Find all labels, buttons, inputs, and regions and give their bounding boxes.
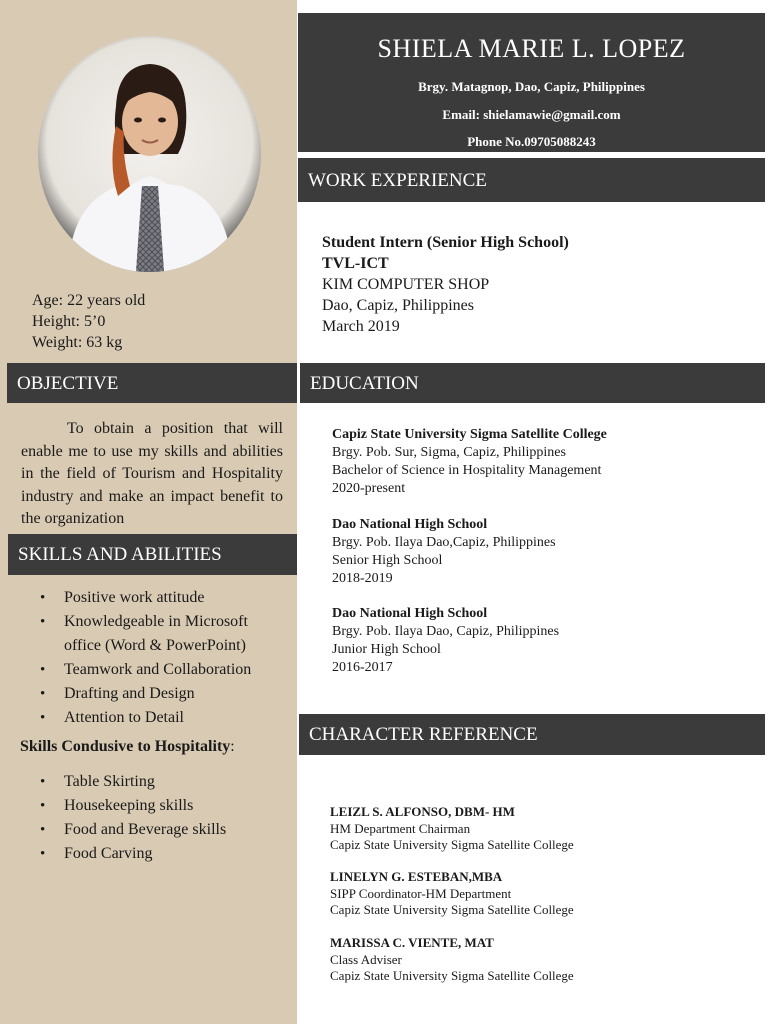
education-heading: EDUCATION [300,363,765,403]
school-name: Dao National High School [332,517,488,532]
hospitality-heading-colon: : [230,738,235,755]
reference-org: Capiz State University Sigma Satellite College [330,968,574,983]
personal-info [32,290,145,353]
list-item: • Food and Beverage skills [18,818,288,842]
list-item: • Positive work attitude [18,586,288,610]
school-program: Senior High School [332,553,443,568]
school-years: 2018-2019 [332,571,393,586]
address-text: Brgy. Matagnop, Dao, Capiz, Philippines [418,79,645,94]
list-item: • Teamwork and Collaboration [18,658,288,682]
applicant-name: SHIELA MARIE L. LOPEZ [377,34,686,63]
list-item: • Table Skirting [18,770,288,794]
height-text: Height: 5’0 [32,313,106,330]
work-entry [322,232,569,337]
profile-photo [38,36,261,272]
work-location: Dao, Capiz, Philippines [322,297,474,314]
work-heading: WORK EXPERIENCE [298,158,765,202]
reference-name: MARISSA C. VIENTE, MAT [330,935,494,950]
reference-org: Capiz State University Sigma Satellite College [330,902,574,917]
reference-entry [330,869,574,919]
school-name: Dao National High School [332,606,488,621]
list-item: • Drafting and Design [18,682,288,706]
reference-heading: CHARACTER REFERENCE [299,714,765,755]
education-entry [332,426,607,498]
hospitality-list [18,770,288,866]
list-item: • Knowledgeable in Microsoft office (Word & PowerPoint) [18,610,288,658]
skills-list [18,586,288,730]
school-address: Brgy. Pob. Ilaya Dao, Capiz, Philippines [332,624,560,639]
education-entry [332,605,559,677]
reference-name: LINELYN G. ESTEBAN,MBA [330,869,503,884]
hospitality-heading [20,738,235,756]
school-program: Junior High School [332,642,441,657]
reference-position: Class Adviser [330,951,402,967]
work-title: Student Intern (Senior High School) [322,234,569,251]
reference-entry [330,804,574,854]
list-item: • Food Carving [18,842,288,866]
reference-name: LEIZL S. ALFONSO, DBM- HM [330,804,515,819]
school-address: Brgy. Pob. Sur, Sigma, Capiz, Philippines [332,445,566,460]
age-text: Age: 22 years old [32,292,146,309]
school-name: Capiz State University Sigma Satellite College [332,427,607,442]
list-item: • Housekeeping skills [18,794,288,818]
school-address: Brgy. Pob. Ilaya Dao,Capiz, Philippines [332,535,556,550]
hospitality-heading-text: Skills Condusive to Hospitality [20,738,231,755]
phone-text: Phone No.09705088243 [467,134,596,149]
objective-heading: OBJECTIVE [7,363,297,403]
weight-text: Weight: 63 kg [32,334,123,351]
work-company: KIM COMPUTER SHOP [322,276,490,293]
work-strand: TVL-ICT [322,255,389,272]
reference-org: Capiz State University Sigma Satellite College [330,837,574,852]
school-program: Bachelor of Science in Hospitality Management [332,463,602,478]
email-text: Email: shielamawie@gmail.com [442,106,621,122]
reference-entry [330,935,574,985]
reference-position: HM Department Chairman [330,820,471,836]
resume-header [298,13,765,152]
list-item: • Attention to Detail [18,706,288,730]
school-years: 2020-present [332,481,406,496]
skills-heading: SKILLS AND ABILITIES [8,534,297,575]
education-entry [332,516,556,588]
reference-position: SIPP Coordinator-HM Department [330,885,512,901]
objective-text: To obtain a position that will enable me to use my skills and abilities in the field of Tourism and Hospitality industry and make an impact benefit to the organization [21,420,283,527]
work-date: March 2019 [322,318,400,335]
school-years: 2016-2017 [332,660,393,675]
